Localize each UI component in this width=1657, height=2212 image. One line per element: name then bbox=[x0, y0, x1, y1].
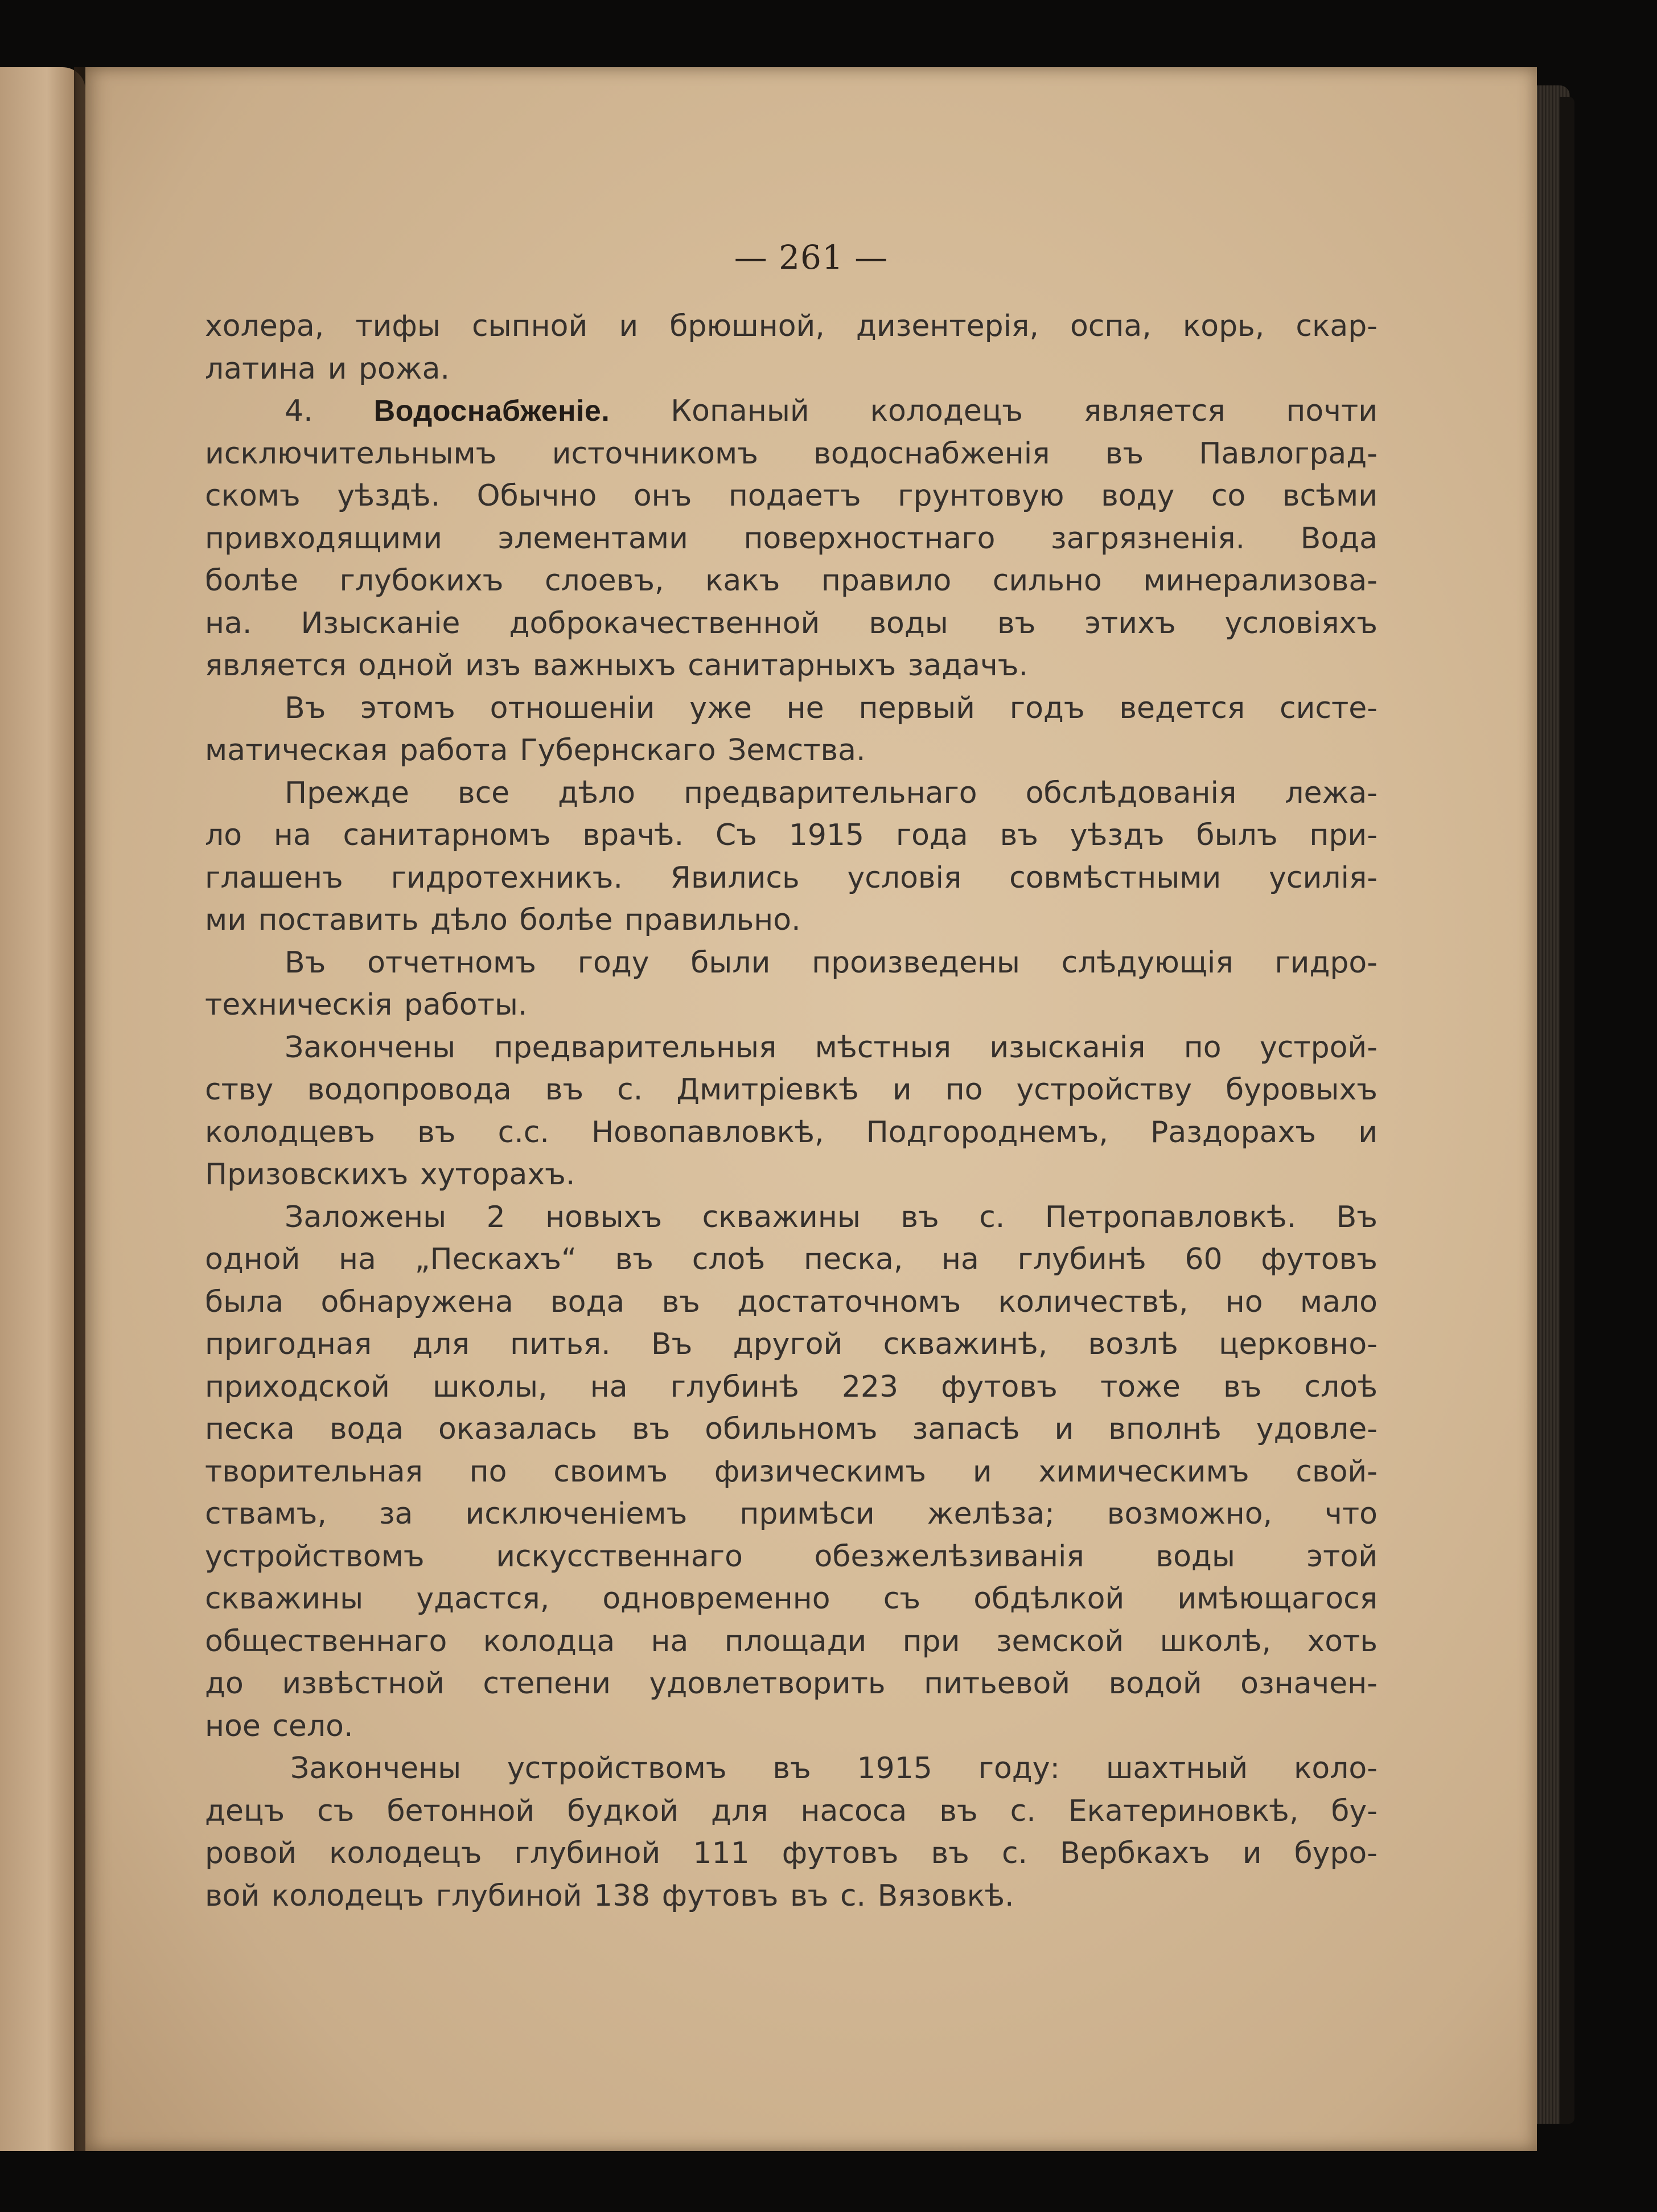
text-line: привходящими элементами поверхностнаго загрязненія. Вода bbox=[205, 521, 1378, 556]
text-line: скомъ уѣздѣ. Обычно онъ подаетъ грунтовую воду со всѣми bbox=[205, 479, 1378, 513]
facing-page-edge bbox=[0, 67, 85, 2151]
text-line: Заложены 2 новыхъ скважины въ с. Петропавловкѣ. Въ bbox=[285, 1200, 1378, 1234]
text-line: песка вода оказалась въ обильномъ запасѣ и вполнѣ удовле- bbox=[205, 1412, 1378, 1446]
book-page bbox=[85, 67, 1537, 2151]
text-line: Прежде все дѣло предварительнаго обслѣдованія лежа- bbox=[285, 775, 1378, 810]
text-line: до извѣстной степени удовлетворить питьевой водой означен- bbox=[205, 1667, 1378, 1701]
text-line: исключительнымъ источникомъ водоснабженія въ Павлоград- bbox=[205, 436, 1378, 471]
text-line: ми поставить дѣло болѣе правильно. bbox=[205, 903, 801, 937]
text-line: устройствомъ искусственнаго обезжелѣзиванія воды этой bbox=[205, 1539, 1378, 1574]
text-line: Въ этомъ отношеніи уже не первый годъ ведется систе- bbox=[285, 691, 1378, 725]
body-text bbox=[205, 305, 1378, 1917]
text-line: на. Изысканіе доброкачественной воды въ этихъ условіяхъ bbox=[205, 606, 1378, 641]
text-line: творительная по своимъ физическимъ и химическимъ свой- bbox=[205, 1454, 1378, 1489]
text-line: матическая работа Губернскаго Земства. bbox=[205, 733, 866, 768]
text-line: вой колодецъ глубиной 138 футовъ въ с. Вязовкѣ. bbox=[205, 1878, 1014, 1913]
text-line: глашенъ гидротехникъ. Явились условія совмѣстными усилія- bbox=[205, 860, 1378, 895]
text-line: ству водопровода въ с. Дмитріевкѣ и по устройству буровыхъ bbox=[205, 1073, 1378, 1107]
page-number: — 261 — bbox=[734, 238, 889, 277]
text-line: Въ отчетномъ году были произведены слѣдующія гидро- bbox=[285, 945, 1378, 980]
text-line: ровой колодецъ глубиной 111 футовъ въ с. Вербкахъ и буро- bbox=[205, 1836, 1378, 1870]
section-heading: Водоснабженіе. bbox=[373, 395, 610, 428]
text-line: децъ съ бетонной будкой для насоса въ с. Екатериновкѣ, бу- bbox=[205, 1794, 1378, 1828]
text-line: приходской школы, на глубинѣ 223 футовъ тоже въ слоѣ bbox=[205, 1369, 1378, 1404]
text-line: техническія работы. bbox=[205, 988, 528, 1022]
text-line: Закончены устройствомъ въ 1915 году: шахтный коло- bbox=[290, 1751, 1378, 1786]
book-cover-edge bbox=[1560, 97, 1574, 2124]
text-line: латина и рожа. bbox=[205, 351, 450, 386]
text-line: является одной изъ важныхъ санитарныхъ задачъ. bbox=[205, 649, 1029, 683]
text-line: ло на санитарномъ врачѣ. Съ 1915 года въ уѣздъ былъ при- bbox=[205, 818, 1378, 852]
text-line: холера, тифы сыпной и брюшной, дизентерія, оспа, корь, скар- bbox=[205, 309, 1378, 343]
section-heading-line bbox=[205, 390, 1378, 433]
text-line: пригодная для питья. Въ другой скважинѣ, возлѣ церковно- bbox=[205, 1327, 1378, 1361]
section-first-line-text: Копаный колодецъ является почти bbox=[671, 394, 1378, 428]
text-line: ное село. bbox=[205, 1709, 353, 1743]
text-line: болѣе глубокихъ слоевъ, какъ правило сильно минерализова- bbox=[205, 564, 1378, 598]
text-line: колодцевъ въ с.с. Новопавловкѣ, Подгороднемъ, Раздорахъ и bbox=[205, 1115, 1378, 1150]
text-line: ствамъ, за исключеніемъ примѣси желѣза; возможно, что bbox=[205, 1497, 1378, 1531]
text-line: Призовскихъ хуторахъ. bbox=[205, 1158, 575, 1192]
text-line: скважины удастся, одновременно съ обдѣлкой имѣющагося bbox=[205, 1582, 1378, 1616]
text-line: общественнаго колодца на площади при земской школѣ, хоть bbox=[205, 1624, 1378, 1659]
text-line: одной на „Пескахъ“ въ слоѣ песка, на глубинѣ 60 футовъ bbox=[205, 1242, 1378, 1277]
text-line: была обнаружена вода въ достаточномъ количествѣ, но мало bbox=[205, 1284, 1378, 1319]
text-line: Закончены предварительныя мѣстныя изысканія по устрой- bbox=[285, 1030, 1378, 1065]
section-number: 4. bbox=[285, 394, 313, 428]
